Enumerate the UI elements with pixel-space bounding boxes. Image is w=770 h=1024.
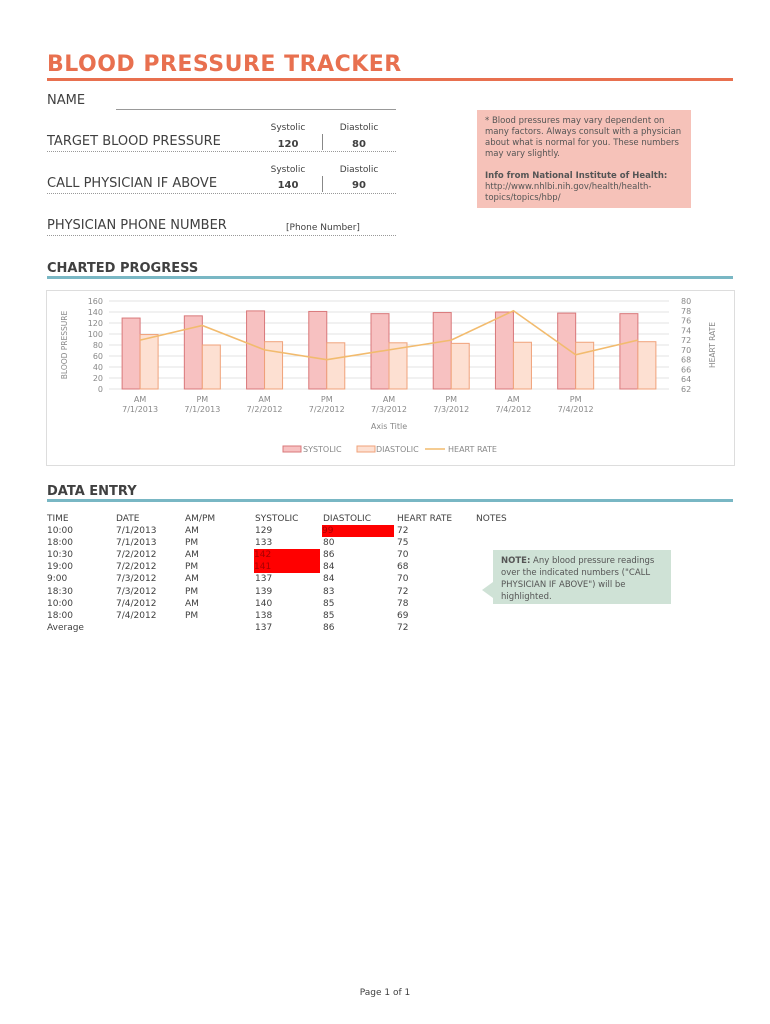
- cell[interactable]: AM: [185, 598, 199, 609]
- highlight-note: [493, 550, 671, 604]
- cell: AM/PM: [185, 514, 216, 524]
- legend-label: HEART RATE: [448, 445, 497, 454]
- cell: [116, 622, 183, 634]
- average-row: [47, 622, 487, 634]
- cell[interactable]: 72: [397, 526, 409, 537]
- cell[interactable]: PM: [185, 562, 199, 573]
- y2-tick-label: 62: [681, 385, 692, 394]
- cell[interactable]: 10:00: [47, 598, 73, 609]
- section-divider: [47, 276, 733, 279]
- cell[interactable]: AM: [185, 574, 199, 585]
- cell: 86: [323, 622, 335, 633]
- cell[interactable]: AM: [185, 550, 199, 561]
- chart-container: [46, 290, 735, 466]
- divider: [322, 176, 323, 192]
- page-footer: Page 1 of 1: [359, 988, 411, 998]
- legend-label: DIASTOLIC: [376, 445, 419, 454]
- phone-label: PHYSICIAN PHONE NUMBER: [47, 218, 227, 233]
- phone-value[interactable]: [Phone Number]: [286, 223, 360, 233]
- call-diastolic-value[interactable]: 90: [352, 180, 366, 191]
- cell[interactable]: AM: [185, 526, 199, 537]
- bar-systolic: [558, 313, 576, 389]
- table-row: [47, 598, 487, 610]
- cell[interactable]: 70: [397, 574, 409, 585]
- table-row: [47, 610, 487, 622]
- cell[interactable]: 7/3/2012: [116, 574, 157, 585]
- bar-systolic: [433, 313, 451, 389]
- bar-diastolic: [451, 343, 469, 389]
- y2-tick-label: 76: [681, 316, 692, 326]
- target-diastolic-label: Diastolic: [339, 123, 379, 133]
- y-tick-label: 40: [92, 363, 103, 372]
- target-label: TARGET BLOOD PRESSURE: [47, 134, 221, 149]
- cell: TIME: [47, 514, 69, 524]
- cell: 137: [255, 622, 273, 633]
- table-row: [47, 537, 487, 549]
- cell[interactable]: 18:00: [47, 538, 73, 549]
- cell[interactable]: 80: [323, 538, 335, 549]
- cell: HEART RATE: [397, 514, 453, 524]
- cell[interactable]: PM: [185, 610, 199, 621]
- cell[interactable]: 9:00: [47, 574, 68, 585]
- y-tick-label: 120: [87, 319, 103, 328]
- x-tick-label: 7/4/2012: [495, 405, 532, 414]
- bar-diastolic: [327, 343, 345, 389]
- y2-tick-label: 64: [681, 375, 692, 385]
- cell[interactable]: 133: [255, 538, 273, 549]
- x-tick-label: 7/3/2012: [371, 405, 407, 414]
- cell[interactable]: 70: [397, 550, 409, 561]
- cell[interactable]: 19:00: [47, 562, 73, 573]
- cell: 72: [397, 622, 409, 633]
- table-row: [47, 549, 487, 561]
- legend-swatch-diastolic: [357, 446, 375, 452]
- cell[interactable]: 68: [397, 562, 409, 573]
- bar-systolic: [122, 318, 140, 389]
- target-systolic-value[interactable]: 120: [277, 139, 299, 150]
- y-tick-label: 20: [92, 374, 103, 383]
- cell: SYSTOLIC: [255, 514, 299, 524]
- x-tick-label: 7/2/2012: [308, 405, 345, 414]
- cell: [185, 622, 253, 634]
- cell[interactable]: 7/3/2012: [116, 586, 157, 597]
- legend-swatch-systolic: [283, 446, 301, 452]
- note-bold: NOTE:: [501, 556, 531, 566]
- note-text: Any blood pressure readings over the indicated numbers ("CALL PHYSICIAN IF ABOVE") will be highlighted.: [501, 556, 655, 602]
- cell[interactable]: 83: [323, 586, 335, 597]
- call-systolic-value[interactable]: 140: [277, 180, 299, 191]
- y-tick-label: 60: [92, 352, 103, 361]
- bar-diastolic: [576, 342, 594, 389]
- x-tick-label: 7/2/2012: [246, 405, 283, 414]
- bar-systolic: [247, 311, 265, 389]
- cell: DATE: [116, 514, 140, 524]
- cell[interactable]: 138: [255, 610, 273, 621]
- bar-systolic: [620, 314, 638, 389]
- bar-diastolic: [513, 342, 531, 389]
- legend-label: SYSTOLIC: [303, 445, 342, 454]
- cell[interactable]: 139: [255, 586, 273, 597]
- cell[interactable]: 141: [254, 561, 320, 573]
- table-row: [47, 525, 487, 537]
- cell[interactable]: 84: [323, 574, 335, 585]
- bar-diastolic: [638, 342, 656, 389]
- bar-diastolic: [202, 345, 220, 389]
- cell[interactable]: 10:00: [47, 526, 73, 537]
- cell[interactable]: 85: [323, 598, 335, 609]
- cell[interactable]: 7/4/2012: [116, 610, 157, 621]
- name-label: NAME: [47, 93, 86, 108]
- call-systolic-label: Systolic: [270, 165, 306, 175]
- target-systolic-label: Systolic: [270, 123, 306, 133]
- x-tick-label: PM: [196, 395, 209, 404]
- data-entry-table: [47, 513, 507, 634]
- cell[interactable]: 7/4/2012: [116, 598, 157, 609]
- y-tick-label: 140: [87, 308, 103, 317]
- cell[interactable]: 78: [397, 598, 409, 609]
- cell[interactable]: 142: [254, 549, 320, 561]
- bar-systolic: [495, 312, 513, 389]
- info-note-heading: Info from National Institute of Health:: [485, 171, 668, 181]
- call-diastolic-label: Diastolic: [339, 165, 379, 175]
- y2-axis-title: HEART RATE: [708, 322, 717, 368]
- bar-diastolic: [140, 335, 158, 389]
- cell[interactable]: 75: [397, 538, 409, 549]
- target-diastolic-value[interactable]: 80: [352, 139, 366, 150]
- cell: DIASTOLIC: [323, 514, 371, 524]
- table-header: [47, 513, 507, 525]
- x-tick-label: AM: [133, 395, 147, 404]
- info-note: [477, 110, 691, 208]
- cell: NOTES: [476, 514, 507, 524]
- y-tick-label: 80: [92, 341, 103, 350]
- cell[interactable]: 72: [397, 586, 409, 597]
- cell[interactable]: 18:30: [47, 586, 73, 597]
- cell[interactable]: 7/2/2012: [116, 562, 157, 573]
- title-divider: [47, 78, 733, 81]
- table-row: [47, 586, 487, 598]
- y2-tick-label: 78: [681, 306, 692, 316]
- y2-tick-label: 66: [681, 365, 692, 375]
- cell[interactable]: 18:00: [47, 610, 73, 621]
- cell[interactable]: 7/1/2013: [116, 538, 157, 549]
- x-tick-label: PM: [445, 395, 458, 404]
- page-title: BLOOD PRESSURE TRACKER: [47, 52, 402, 77]
- cell: Average: [47, 622, 84, 633]
- note-pointer: [482, 582, 493, 598]
- charted-progress-heading: CHARTED PROGRESS: [47, 261, 199, 276]
- y-tick-label: 160: [87, 297, 103, 306]
- y-tick-label: 0: [97, 385, 103, 394]
- y2-tick-label: 70: [681, 345, 692, 355]
- x-tick-label: AM: [507, 395, 520, 404]
- y2-tick-label: 80: [681, 297, 692, 306]
- data-entry-heading: DATA ENTRY: [47, 484, 137, 499]
- cell[interactable]: 84: [323, 562, 335, 573]
- y-tick-label: 100: [87, 330, 103, 339]
- cell[interactable]: 10:30: [47, 550, 73, 561]
- bar-diastolic: [265, 342, 283, 389]
- x-tick-label: AM: [382, 395, 396, 404]
- info-note-text: * Blood pressures may vary dependent on many factors. Always consult with a physician about what is normal for you. These numbers may vary slightly.: [485, 116, 682, 159]
- blood-pressure-chart: [47, 291, 734, 465]
- cell[interactable]: 86: [323, 550, 335, 561]
- x-tick-label: 7/3/2012: [433, 405, 470, 414]
- y-axis-title: BLOOD PRESSURE: [60, 310, 69, 380]
- x-tick-label: 7/1/2013: [122, 405, 159, 414]
- cell[interactable]: 99: [322, 525, 394, 537]
- name-field[interactable]: [116, 96, 396, 110]
- cell[interactable]: 69: [397, 610, 409, 621]
- call-label: CALL PHYSICIAN IF ABOVE: [47, 176, 218, 191]
- cell[interactable]: 7/2/2012: [116, 550, 157, 561]
- y2-tick-label: 72: [681, 336, 692, 346]
- bar-systolic: [309, 311, 327, 389]
- x-axis-title: Axis Title: [370, 422, 408, 431]
- cell[interactable]: PM: [185, 538, 199, 549]
- cell[interactable]: 137: [255, 574, 273, 585]
- x-tick-label: PM: [569, 395, 582, 404]
- x-tick-label: PM: [320, 395, 333, 404]
- cell[interactable]: 129: [255, 526, 273, 537]
- x-tick-label: AM: [258, 395, 271, 404]
- cell[interactable]: 140: [255, 598, 273, 609]
- x-tick-label: 7/4/2012: [557, 405, 594, 414]
- x-tick-label: 7/1/2013: [184, 405, 221, 414]
- info-note-link[interactable]: http://www.nhlbi.nih.gov/health/health-topics/topics/hbp/: [485, 182, 652, 203]
- y2-tick-label: 68: [681, 355, 692, 365]
- y2-tick-label: 74: [681, 326, 692, 336]
- table-row: [47, 561, 487, 573]
- table-row: [47, 573, 487, 585]
- cell[interactable]: 85: [323, 610, 335, 621]
- section-divider: [47, 499, 733, 502]
- cell[interactable]: 7/1/2013: [116, 526, 157, 537]
- divider: [322, 134, 323, 150]
- cell[interactable]: PM: [185, 586, 199, 597]
